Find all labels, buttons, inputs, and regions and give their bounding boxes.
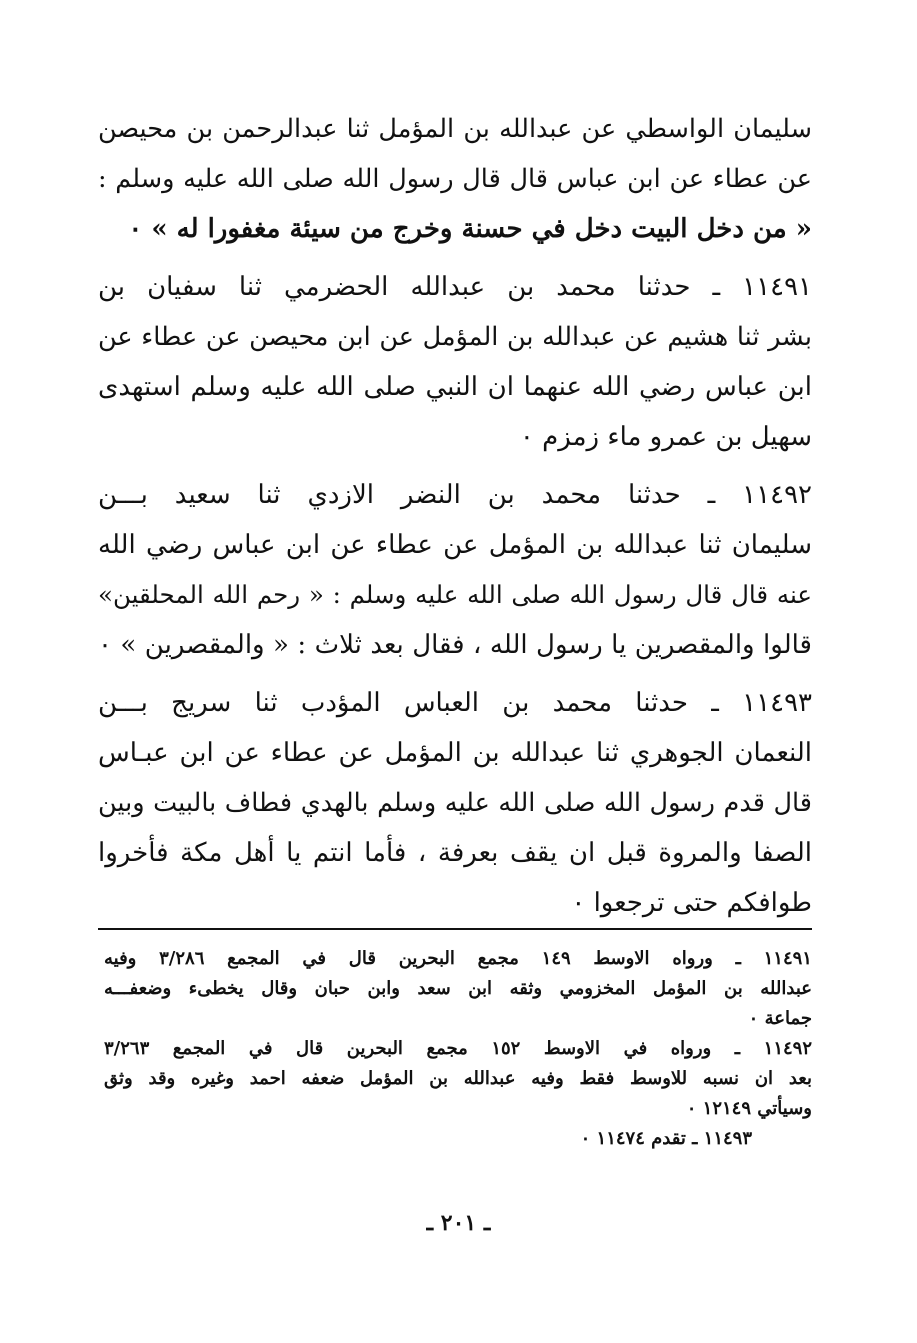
footnote-line: بعد ان نسبه للاوسط فقط وفيه عبدالله بن المؤمل ضعفه احمد وغيره وقد وثق — [104, 1068, 812, 1089]
text-line: « من دخل البيت دخل في حسنة وخرج من سيئة مغفورا له » ٠ — [128, 214, 812, 244]
footnote-line: ١١٤٩١ ـ ورواه الاوسط ١٤٩ مجمع البحرين قال في المجمع ٣/٢٨٦ وفيه — [104, 948, 812, 969]
footnotes — [104, 944, 812, 1154]
text-line: طوافكم حتى ترجعوا ٠ — [571, 888, 812, 918]
hadith-11493-line: ١١٤٩٣ ـ حدثنا محمد بن العباس المؤدب ثنا سريج بـــن — [98, 688, 812, 718]
text-line: النعمان الجوهري ثنا عبدالله بن المؤمل عن عطاء عن ابن عبـاس — [98, 738, 812, 768]
footnote-line: جماعة ٠ — [748, 1008, 812, 1029]
footnote-line: ١١٤٩٢ ـ ورواه في الاوسط ١٥٢ مجمع البحرين قال في المجمع ٣/٢٦٣ — [104, 1038, 812, 1059]
text-line: سليمان ثنا عبدالله بن المؤمل عن عطاء عن ابن عباس رضي الله — [98, 530, 812, 560]
text-line: عن عطاء عن ابن عباس قال قال رسول الله صلى الله عليه وسلم : — [98, 164, 812, 194]
text-line: سهيل بن عمرو ماء زمزم ٠ — [519, 422, 812, 452]
hadith-11491-line: ١١٤٩١ ـ حدثنا محمد بن عبدالله الحضرمي ثنا سفيان بن — [98, 272, 812, 302]
footnote-divider — [98, 928, 812, 930]
text-line: سليمان الواسطي عن عبدالله بن المؤمل ثنا عبدالرحمن بن محيصن — [98, 114, 812, 144]
text-line: عنه قال قال رسول الله صلى الله عليه وسلم : « رحم الله المحلقين» — [98, 580, 812, 609]
text-line: قالوا والمقصرين يا رسول الله ، فقال بعد ثلاث : « والمقصرين » ٠ — [98, 630, 812, 660]
text-line: الصفا والمروة قبل ان يقف بعرفة ، فأما انتم يا أهل مكة فأخروا — [98, 838, 812, 868]
text-line: بشر ثنا هشيم عن عبدالله بن المؤمل عن ابن محيصن عن عطاء عن — [98, 322, 812, 352]
page-number: ـ ٢٠١ ـ — [426, 1210, 491, 1236]
text-line: ابن عباس رضي الله عنهما ان النبي صلى الله عليه وسلم استهدى — [98, 372, 812, 402]
footnote-line: عبدالله بن المؤمل المخزومي وثقه ابن سعد وابن حبان وقال يخطىء وضعفـــه — [104, 978, 812, 999]
hadith-11492-line: ١١٤٩٢ ـ حدثنا محمد بن النضر الازدي ثنا سعيد بـــن — [98, 480, 812, 510]
footnote-line: ١١٤٩٣ ـ تقدم ١١٤٧٤ ٠ — [580, 1128, 752, 1149]
text-line: قال قدم رسول الله صلى الله عليه وسلم بالهدي فطاف بالبيت وبين — [98, 788, 812, 818]
footnote-line: وسيأتي ١٢١٤٩ ٠ — [686, 1098, 812, 1119]
main-text — [98, 104, 812, 928]
